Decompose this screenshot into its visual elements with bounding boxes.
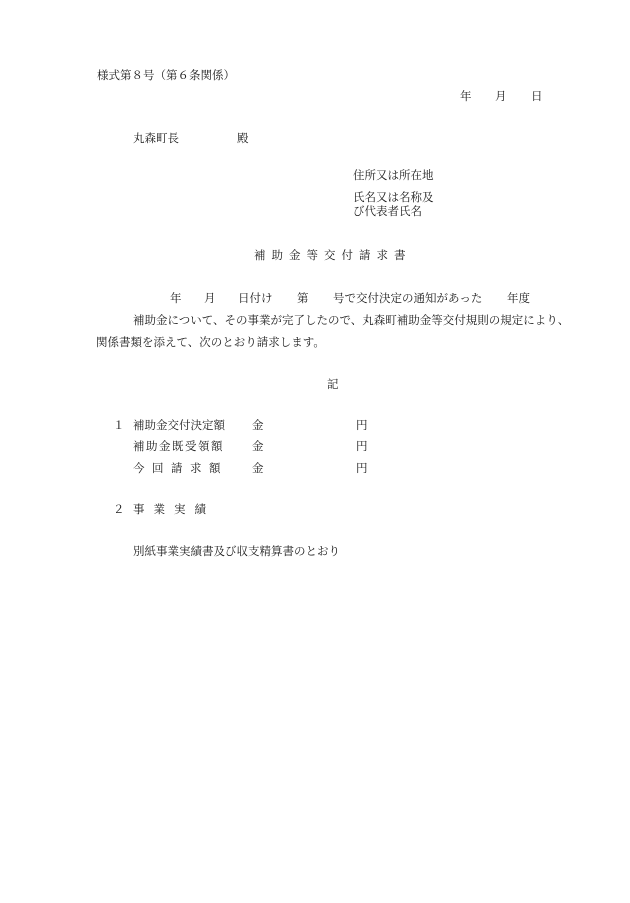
section-1-number: １ [113, 418, 125, 432]
document-title: 補助金等交付請求書 [254, 248, 412, 262]
decided-amount-label: 補助金交付決定額 [133, 418, 225, 432]
received-amount-currency: 金 [252, 439, 264, 453]
section-2-heading: 事業実績 [133, 502, 215, 516]
date-day-label: 日 [531, 89, 543, 103]
applicant-name-label-line1: 氏名又は名称及 [353, 190, 434, 204]
decided-amount-currency: 金 [252, 418, 264, 432]
addressee-honorific: 殿 [237, 131, 249, 145]
decided-amount-unit: 円 [356, 418, 368, 432]
current-request-amount-unit: 円 [356, 461, 368, 475]
received-amount-unit: 円 [356, 439, 368, 453]
section-2-number: ２ [113, 502, 125, 516]
body-line-3: 関係書類を添えて、次のとおり請求します。 [96, 335, 325, 349]
notice-fiscal-year: 年度 [507, 291, 530, 305]
applicant-address-label: 住所又は所在地 [353, 168, 434, 182]
body-line-2: 補助金について、その事業が完了したので、丸森町補助金等交付規則の規定により、 [133, 313, 570, 327]
notice-year: 年 [170, 291, 182, 305]
received-amount-label: 補助金既受領額 [133, 439, 224, 453]
form-number: 様式第８号（第６条関係） [97, 68, 235, 82]
notice-month: 月 [204, 291, 216, 305]
date-month-label: 月 [495, 89, 507, 103]
date-year-label: 年 [460, 89, 472, 103]
notice-number-suffix: 号で交付決定の通知があった [333, 291, 483, 305]
notice-day-dated: 日付け [238, 291, 273, 305]
current-request-amount-currency: 金 [252, 461, 264, 475]
applicant-name-label-line2: び代表者氏名 [353, 204, 422, 218]
section-2-content: 別紙事業実績書及び収支精算書のとおり [133, 544, 340, 558]
addressee-name: 丸森町長 [133, 131, 179, 145]
notice-number-prefix: 第 [297, 291, 309, 305]
ki-heading: 記 [327, 377, 339, 391]
current-request-amount-label: 今回請求額 [133, 461, 228, 475]
